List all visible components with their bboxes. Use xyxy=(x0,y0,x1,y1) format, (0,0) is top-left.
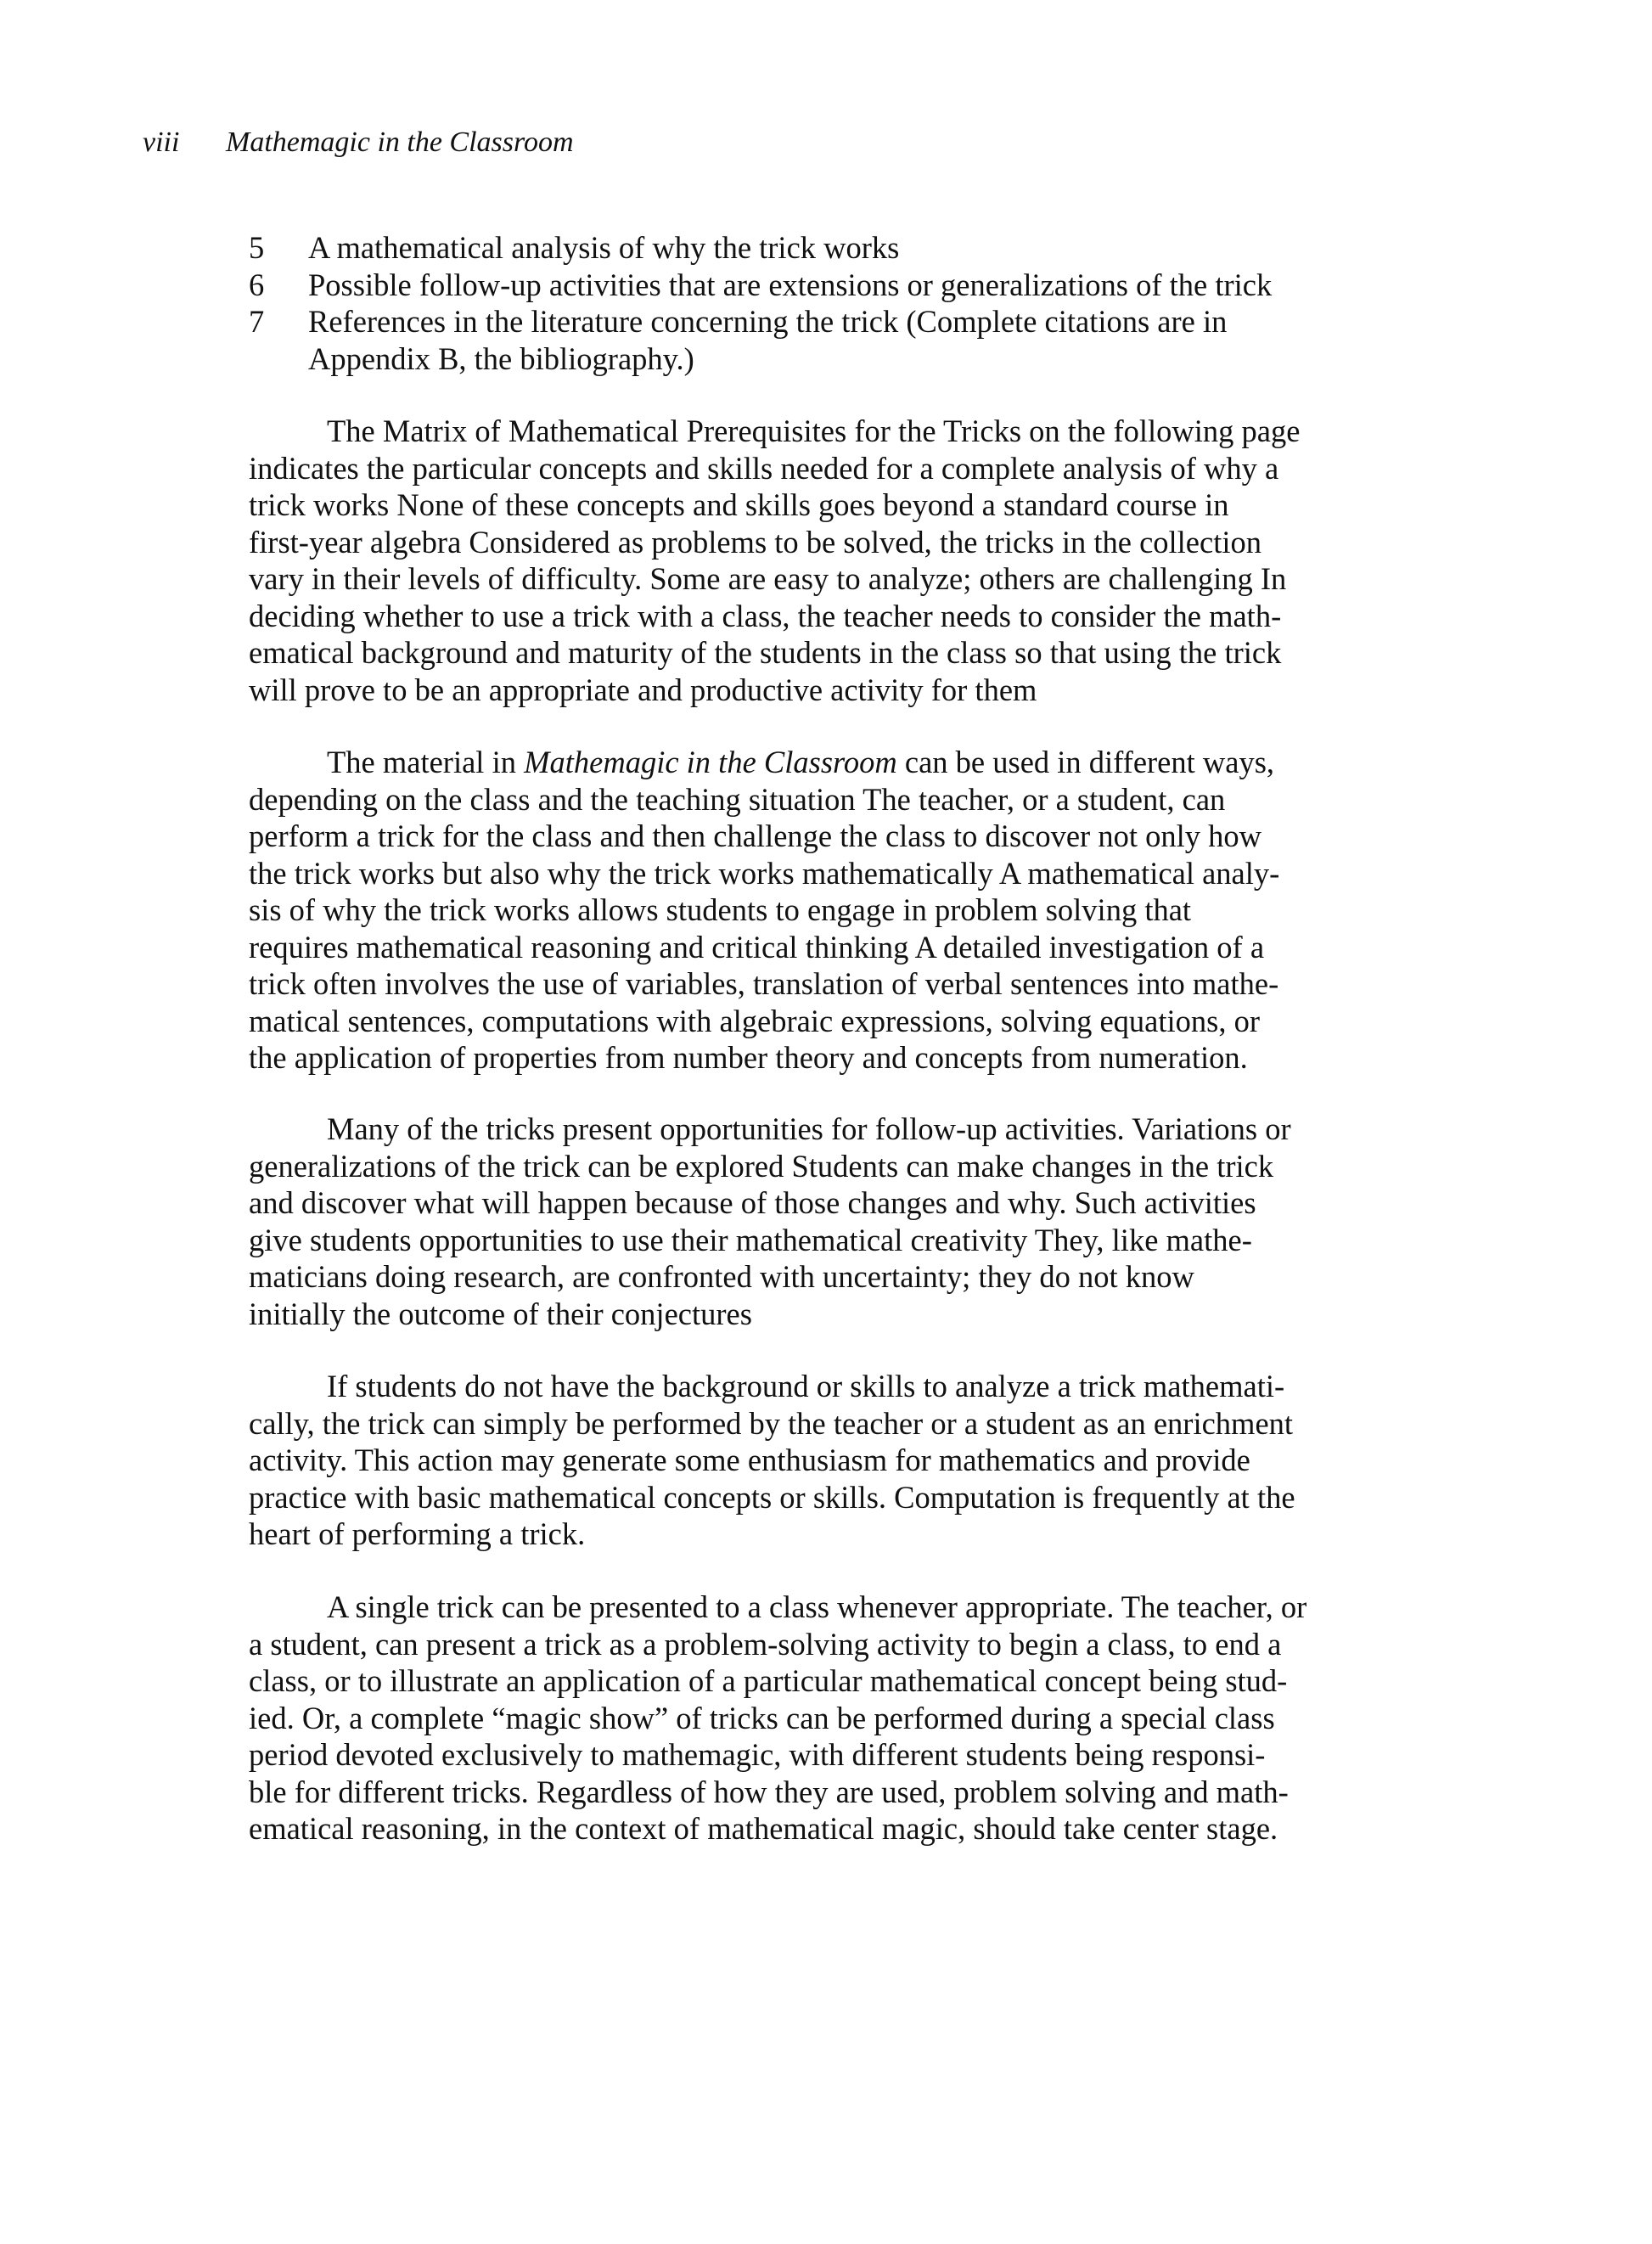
text-line: and discover what will happen because of those changes and why. Such activities xyxy=(249,1185,1256,1220)
list-item xyxy=(249,303,1454,377)
text-line: matical sentences, computations with algebraic expressions, solving equations, or xyxy=(249,1003,1261,1038)
text-line: ied. Or, a complete “magic show” of tricks can be performed during a special class xyxy=(249,1700,1275,1735)
text-line: the application of properties from number theory and concepts from numeration. xyxy=(249,1040,1248,1075)
running-head xyxy=(143,126,574,160)
text-line: If students do not have the background or skills to analyze a trick mathemati- xyxy=(327,1369,1285,1403)
text-line: a student, can present a trick as a problem-solving activity to begin a class, to end a xyxy=(249,1626,1282,1662)
text-line: perform a trick for the class and then challenge the class to discover not only how xyxy=(249,818,1261,853)
text-line: class, or to illustrate an application of a particular mathematical concept being stud- xyxy=(249,1663,1288,1698)
page-number: viii xyxy=(143,127,180,158)
text-line: trick works None of these concepts and skills goes beyond a standard course in xyxy=(249,487,1229,522)
paragraph-prerequisites xyxy=(249,413,1454,708)
numbered-list xyxy=(249,229,1454,377)
text-line: heart of performing a trick. xyxy=(249,1516,586,1551)
text-line: deciding whether to use a trick with a class, the teacher needs to consider the math- xyxy=(249,598,1282,633)
text-line: sis of why the trick works allows students to engage in problem solving that xyxy=(249,892,1192,927)
text-line: trick often involves the use of variables, translation of verbal sentences into mathe- xyxy=(249,966,1279,1001)
list-text-line: Appendix B, the bibliography.) xyxy=(308,340,694,376)
text-line: the trick works but also why the trick works mathematically A mathematical analy- xyxy=(249,855,1280,891)
text-line: ematical reasoning, in the context of mathematical magic, should take center stage. xyxy=(249,1811,1278,1846)
list-number: 7 xyxy=(249,304,265,339)
list-number: 5 xyxy=(249,230,265,265)
text-line: ematical background and maturity of the students in the class so that using the trick xyxy=(249,635,1282,670)
list-number: 6 xyxy=(249,267,265,302)
text-line: first-year algebra Considered as problems to be solved, the tricks in the collection xyxy=(249,524,1261,560)
text-line: generalizations of the trick can be explored Students can make changes in the trick xyxy=(249,1148,1274,1184)
text-line: cally, the trick can simply be performed by the teacher or a student as an enrichment xyxy=(249,1405,1294,1441)
text-line: practice with basic mathematical concepts or skills. Computation is frequently at the xyxy=(249,1479,1295,1515)
paragraph-material-usage xyxy=(249,744,1454,1077)
list-text-line: References in the literature concerning the trick (Complete citations are in xyxy=(308,304,1228,339)
text-line: ble for different tricks. Regardless of how they are used, problem solving and math- xyxy=(249,1774,1289,1809)
book-title: Mathemagic in the Classroom xyxy=(226,127,574,158)
paragraph-enrichment xyxy=(249,1368,1454,1553)
list-text-line: A mathematical analysis of why the trick works xyxy=(308,230,900,265)
text-line: activity. This action may generate some enthusiasm for mathematics and provide xyxy=(249,1443,1250,1477)
text-line: The Matrix of Mathematical Prerequisites for the Tricks on the following page xyxy=(327,413,1301,448)
list-item xyxy=(249,229,1454,267)
paragraph-single-trick xyxy=(249,1589,1454,1848)
text-line: indicates the particular concepts and skills needed for a complete analysis of why a xyxy=(249,450,1279,486)
text-line: give students opportunities to use their mathematical creativity They, like mathe- xyxy=(249,1222,1252,1257)
text-line: requires mathematical reasoning and critical thinking A detailed investigation of a xyxy=(249,929,1265,965)
text-line: A single trick can be presented to a class whenever appropriate. The teacher, or xyxy=(327,1589,1307,1624)
text-line: period devoted exclusively to mathemagic, with different students being responsi- xyxy=(249,1737,1266,1772)
text-line: depending on the class and the teaching situation The teacher, or a student, can xyxy=(249,781,1226,817)
text-line: will prove to be an appropriate and productive activity for them xyxy=(249,672,1037,707)
list-item xyxy=(249,267,1454,304)
paragraph-follow-up xyxy=(249,1111,1454,1332)
text-line: initially the outcome of their conjectures xyxy=(249,1296,752,1331)
list-text-line: Possible follow-up activities that are extensions or generalizations of the trick xyxy=(308,267,1273,302)
text-line: maticians doing research, are confronted with uncertainty; they do not know xyxy=(249,1259,1194,1294)
text-line: The material in Mathemagic in the Classroom can be used in different ways, xyxy=(327,745,1275,779)
book-title-italic: Mathemagic in the Classroom xyxy=(524,745,897,779)
text-line: vary in their levels of difficulty. Some are easy to analyze; others are challenging In xyxy=(249,561,1287,596)
text-line: Many of the tricks present opportunities for follow-up activities. Variations or xyxy=(327,1111,1291,1146)
